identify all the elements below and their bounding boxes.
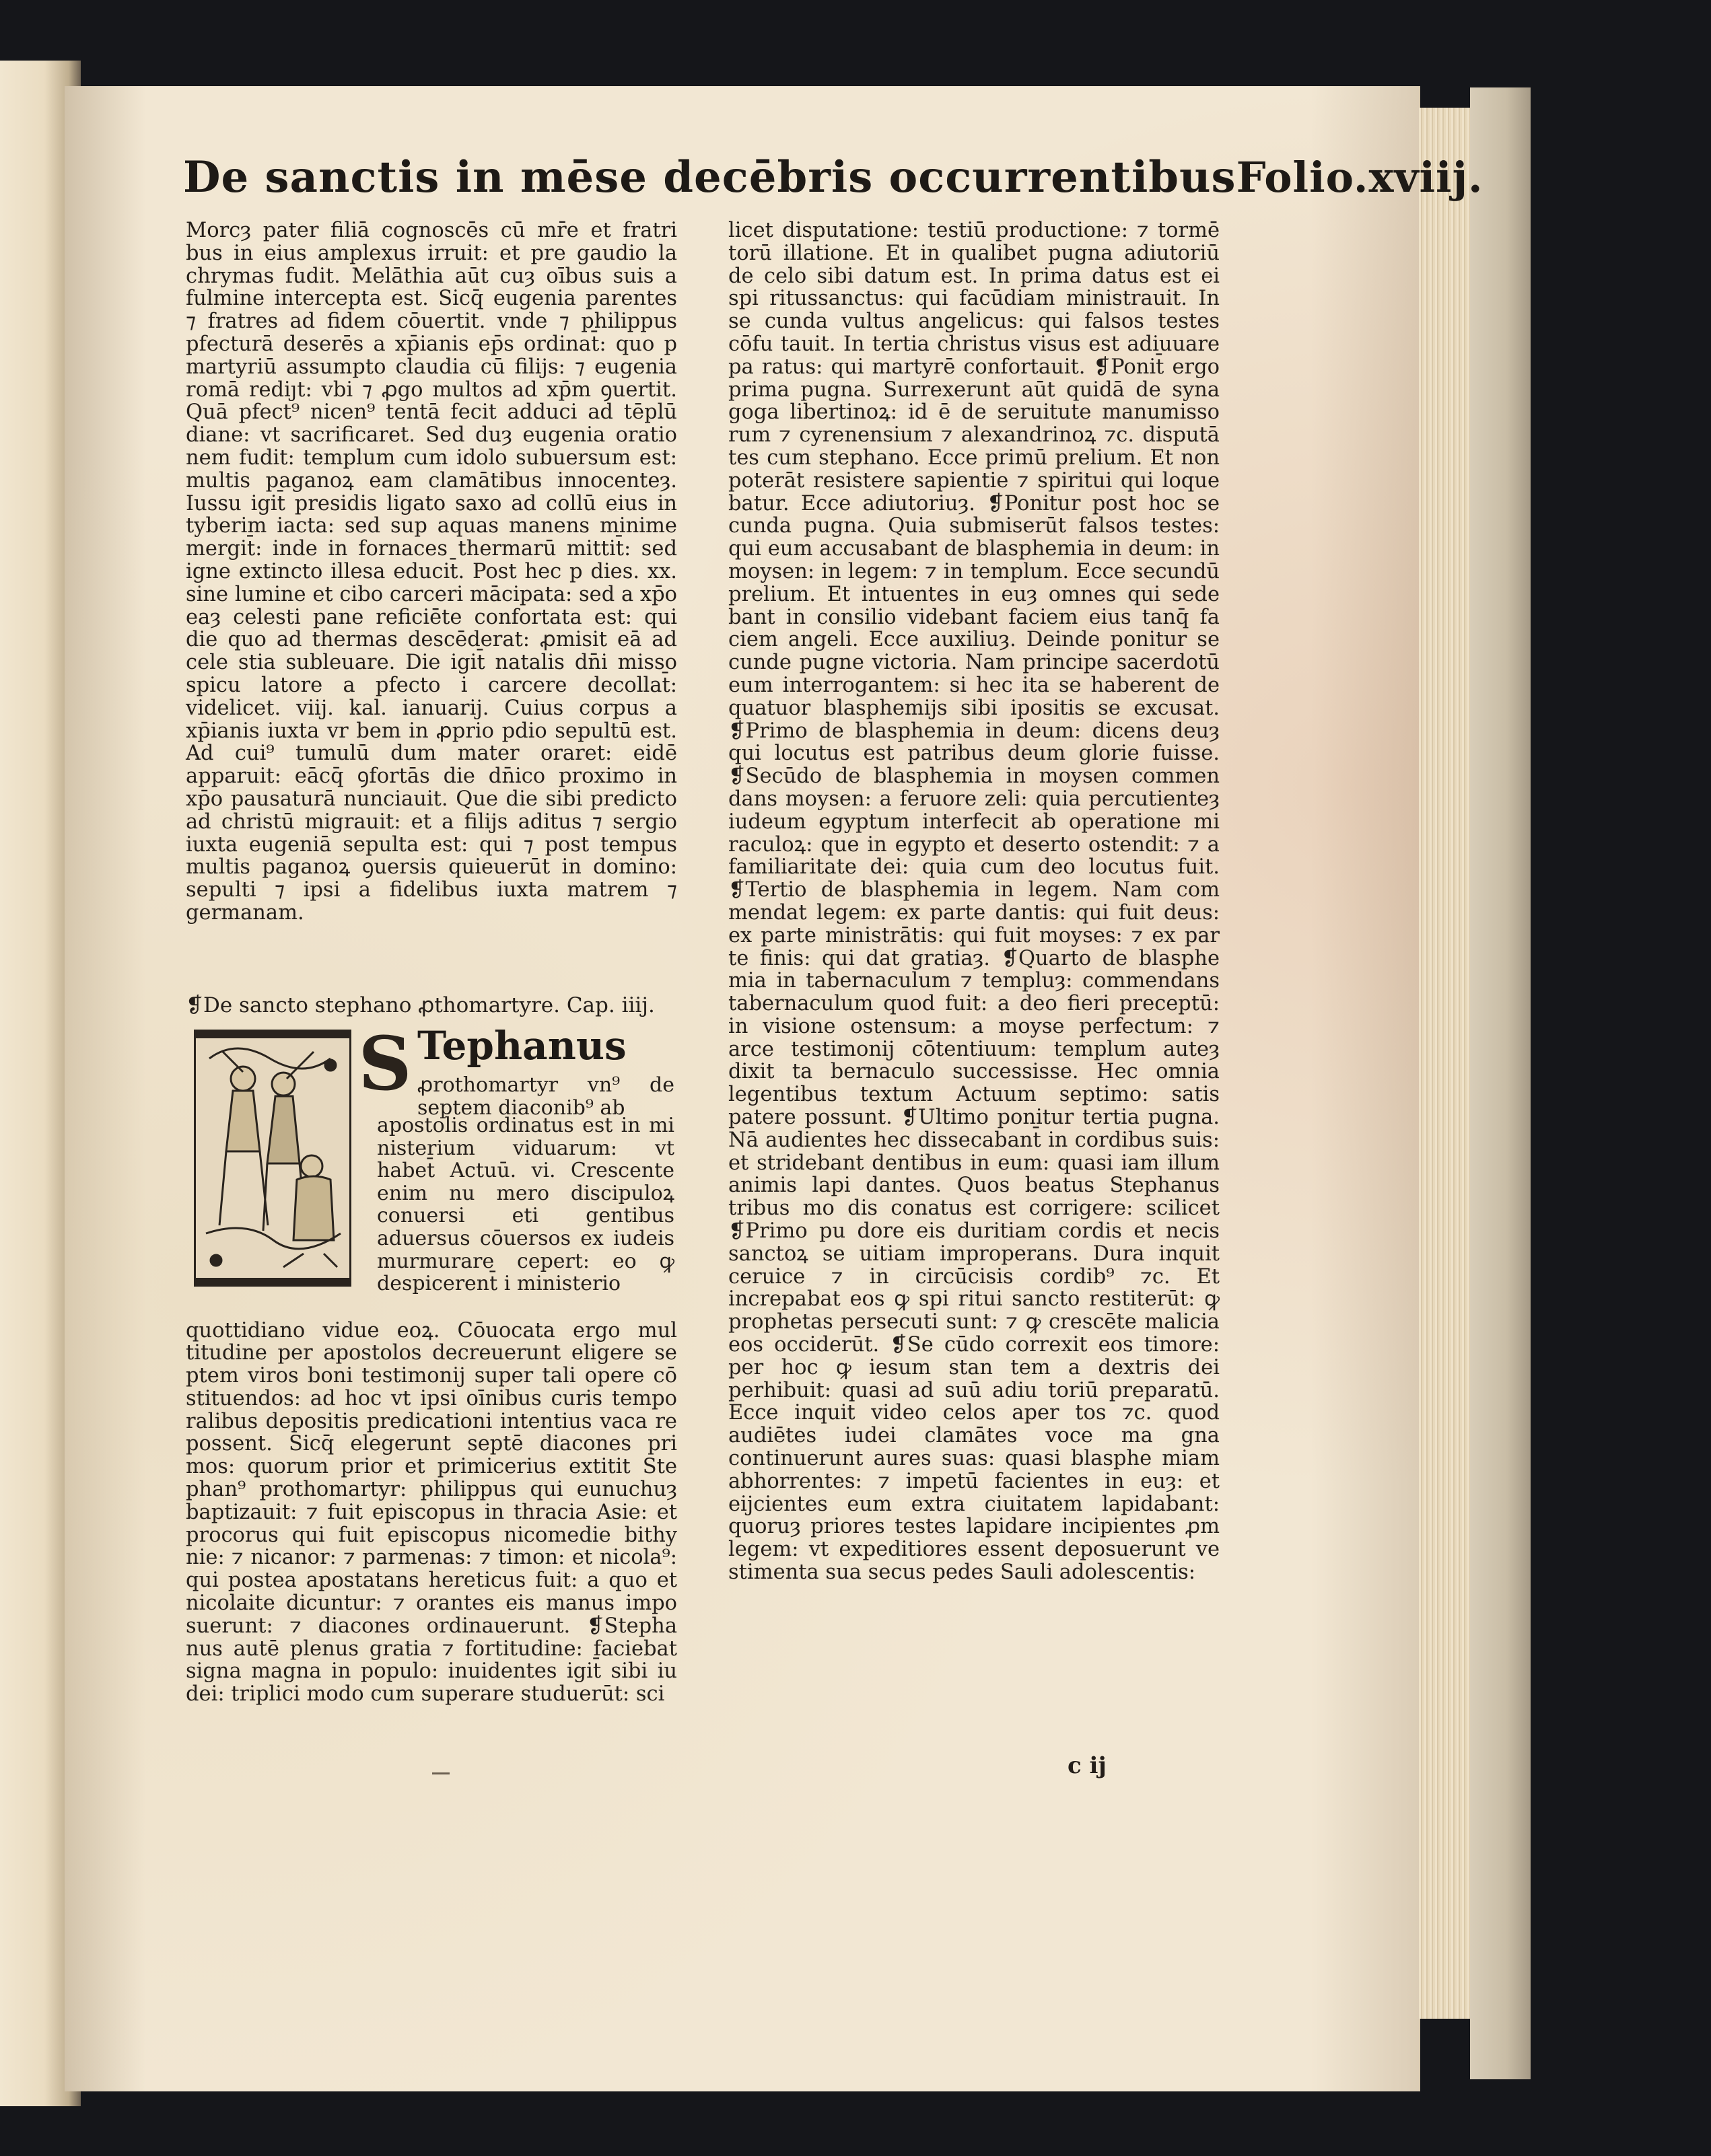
- running-head-title: De sanctis in mēse decēbris occurrentibus: [183, 152, 1236, 203]
- initial-letter: S: [358, 1020, 412, 1107]
- left-column-bottom: [186, 1299, 677, 1743]
- signature-mark: c ij: [1068, 1752, 1107, 1779]
- wrap-text-line-1: ꝓrothomartyr vn⁹ de septem diaconib⁹ ab: [417, 1073, 674, 1120]
- running-head: [183, 152, 1483, 206]
- folio-number: Folio.xviij.: [1236, 153, 1483, 202]
- book-cover-edge: [1470, 87, 1531, 2079]
- page-fore-edge: [1419, 108, 1470, 2019]
- initial-word: Tephanus: [417, 1023, 627, 1069]
- right-column: [728, 219, 1220, 1747]
- stoning-of-saint-stephen-woodcut: [194, 1030, 351, 1287]
- left-column-top-text: Morcȝ pater filiā cognoscēs cū mr̄e et fratri bus in eius amplexus irruit: et pre gaudio la chrymas fudit. Melāthia aūt cuȝ oībus suis a fulmine intercepta est. Sicq̄ eugenia parentes ⁊ fratres ad fidem cōuertit. vnde ⁊ philippus pfecturā deserēs a xp̄ianis ep̄s ordinat̄: quo p martyriū assumpto claudia cū filijs: ⁊ eugenia romā rediȷt: vbi ⁊ ꝓgo multos ad xp̄m ꝯuertit. Quā pfect⁹ nicen⁹ tentā fecit adduci ad tēplū diane: vt sacrificaret. Sed duȝ eugenia oratio nem fudit: templum cum idolo subuersum est: multis paganoꝝ eam clamātibus innocenteȝ. Iussu igit̄ presidis ligato saxo ad collū eius in tyberim iacta: sed sup aquas manens minime mergit̄: inde in fornaces thermarū mittit̄: sed igne extincto illesa educit̄. Post hec p dies. xx. sine lumine et cibo carceri mācipata: sed a xp̄o eaȝ celesti pane reficiēte confortata est: qui die quo ad thermas descēderat: ꝓmisit eā ad cele stia subleuare. Die igit̄ natalis dn̄i misso spicu latore a pfecto i carcere decollat̄: videlicet. viij. kal. ianuarij. Cuius corpus a xp̄ianis iuxta vr bem in ꝓprio pdio sepultū est. Ad cui⁹ tumulū dum mater oraret: eidē apparuit: eācq̄ ꝯfortās die dn̄ico proximo in xp̄o pausaturā nunciauit. Que die sibi predicto ad christū migrauit: et a filijs aditus ⁊ sergio iuxta eugeniā sepulta est: qui ⁊ post tempus multis paganoꝝ ꝯuersis quieuerūt in domino: sepulti ⁊ ipsi a fidelibus iuxta matrem ⁊ germanam.: [186, 219, 677, 925]
- wrap-text-block: apostolis ordinatus est in mi nisterium viduarum: vt habet̄ Actuū. vi. Crescente enim nu mero discipuloꝝ conuersi eti gentibus aduersus cōuersos ex iudeis murmurare cepert: eo ꝙ despicerent̄ i ministerio: [377, 1114, 674, 1296]
- right-column-text: licet disputatione: testiū productione: ⁊ tormē torū illatione. Et in qualibet pugna adiutoriū de celo sibi datum est. In prima datus est ei spi ritussanctus: qui facūdiam ministrauit. In se cunda vultus angelicus: qui falsos testes cōfu tauit. In tertia christus visus est adiuuare pa ratus: qui martyrē confortauit. ❡Ponit̄ ergo prima pugna. Surrexerunt aūt quidā de syna goga libertinoꝝ: id ē de seruitute manumisso rum ⁊ cyrenensium ⁊ alexandrinoꝝ ⁊c. disputā tes cum stephano. Ecce primū prelium. Et non poterāt resistere sapientie ⁊ spiritui qui loque batur. Ecce adiutoriuȝ. ❡Ponitur post hoc se cunda pugna. Quia submiserūt falsos testes: qui eum accusabant de blasphemia in deum: in moysen: in legem: ⁊ in templum. Ecce secundū prelium. Et intuentes in euȝ omnes qui sede bant in consilio videbant faciem eius tanq̄ fa ciem angeli. Ecce auxiliuȝ. Deinde ponitur se cunde pugne victoria. Nam principe sacerdotū eum interrogantem: si hec ita se haberent de quatuor blasphemijs sibi ipositis se excusat. ❡Primo de blasphemia in deum: dicens deuȝ qui locutus est patribus deum glorie fuisse. ❡Secūdo de blasphemia in moysen commen dans moysen: a feruore zeli: quia percutienteȝ iudeum egyptum interfecit ab operatione mi raculoꝝ: que in egypto et deserto ostendit: ⁊ a familiaritate dei: quia cum deo locutus fuit. ❡Tertio de blasphemia in legem. Nam com mendat legem: ex parte dantis: qui fuit deus: ex parte ministrātis: qui fuit moyses: ⁊ ex par te finis: qui dat gratiaȝ. ❡Quarto de blasphe mia in tabernaculum ⁊ templuȝ: commendans tabernaculum quod fuit: a deo fieri preceptū: in visione ostensum: a moyse perfectum: ⁊ arce testimonij cōtentiuum: templum auteȝ dixit ta bernaculo successisse. Hec omnia legentibus textum Actuum septimo: satis patere possunt. ❡Ultimo ponitur tertia pugna. Nā audientes hec dissecabant̄ in cordibus suis: et stridebant dentibus in eum: quasi iam illum animis lapi dantes. Quos beatus Stephanus tribus mo dis conatus est corrigere: scilicet ❡Primo pu dore eis duritiam cordis et necis sanctoꝝ se uitiam improperans. Dura inquit ceruice ⁊ in circūcisis cordib⁹ ⁊c. Et increpabat eos ꝙ spi ritui sancto restiterūt: ꝙ prophetas persecuti sunt: ⁊ ꝙ crescēte malicia eos occiderūt. ❡Se cūdo correxit eos timore: per hoc ꝙ iesum stan tem a dextris dei perhibuit: quasi ad suū adiu toriū preparatū. Ecce inquit video celos aper tos ⁊c. quod audiētes iudei clamātes voce ma gna continuerunt aures suas: quasi blasphe miam abhorrentes: ⁊ impetū facientes in euȝ: et eijcientes eum extra ciuitatem lapidabant: quoruȝ priores testes lapidare incipientes ꝓm legem: vt expeditiores essent deposuerunt ve stimenta sua secus pedes Sauli adolescentis:: [728, 219, 1220, 1585]
- decorated-initial: [358, 1020, 412, 1108]
- chapter-title: ❡De sancto stephano ꝓthomartyre. Cap. iiij.: [186, 993, 655, 1017]
- woodcut-illustration: [196, 1032, 349, 1285]
- catchword-mark: [432, 1772, 450, 1774]
- left-column-bottom-text: quottidiano vidue eoꝝ. Cōuocata ergo mul titudine per apostolos decreuerunt eligere se ptem viros boni testimonij super tali opere cō stituendos: ad hoc vt ipsi oīnibus curis tempo ralibus depositis predicationi intentius vaca re possent. Sicq̄ elegerunt septē diacones pri mos: quorum prior et primicerius extitit Ste phan⁹ prothomartyr: philippus qui eunuchuȝ baptizauit: ⁊ fuit episcopus in thracia Asie: et procorus qui fuit episcopus nicomedie bithy nie: ⁊ nicanor: ⁊ parmenas: ⁊ timon: et nicola⁹: qui postea apostatans hereticus fuit: a quo et nicolaite dicuntur: ⁊ orantes eis manus impo suerunt: ⁊ diacones ordinauerunt. ❡Stepha nus autē plenus gratia ⁊ fortitudine: faciebat signa magna in populo: inuidentes igit̄ sibi iu dei: triplici modo cum superare studuerūt: sci: [186, 1318, 677, 1706]
